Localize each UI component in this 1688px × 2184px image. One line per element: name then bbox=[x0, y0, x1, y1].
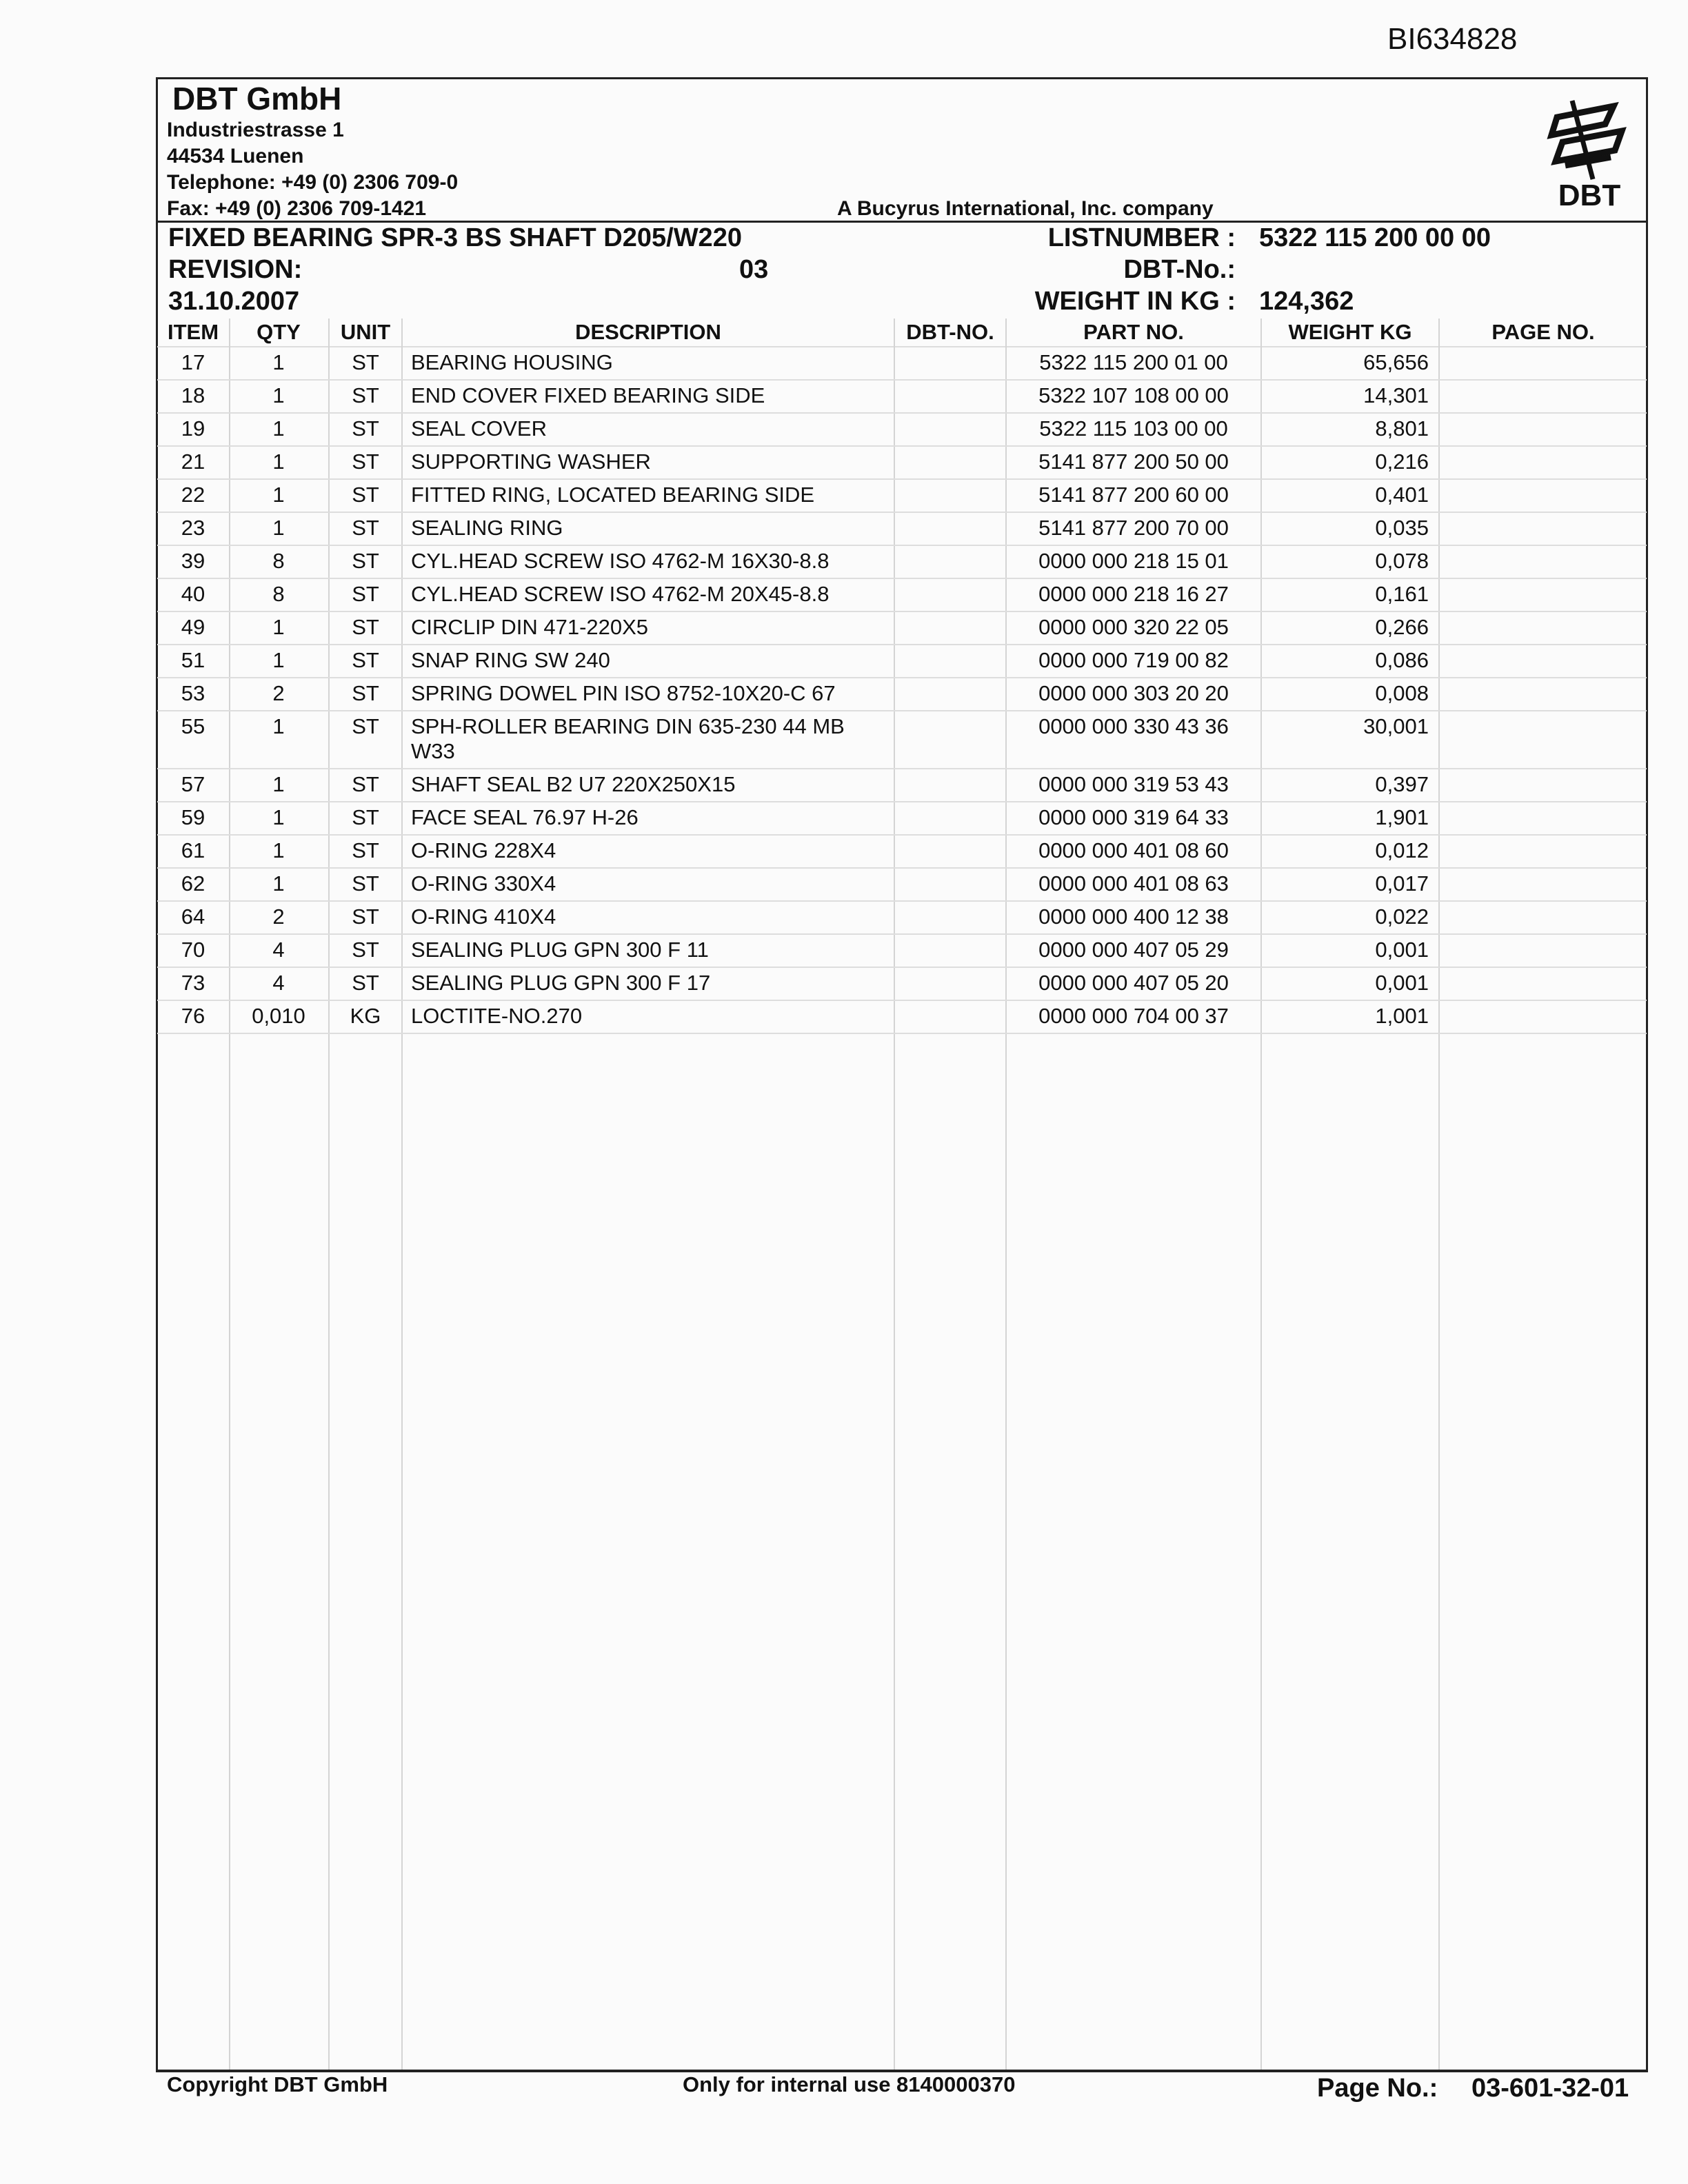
cell-weight: 0,216 bbox=[1375, 449, 1429, 474]
col-description: DESCRIPTION bbox=[575, 320, 721, 344]
address-street: Industriestrasse 1 bbox=[167, 119, 344, 141]
cell-unit: ST bbox=[352, 383, 379, 407]
cell-unit: ST bbox=[352, 449, 379, 474]
row-separator bbox=[157, 445, 1647, 447]
col-weight: WEIGHT KG bbox=[1288, 320, 1412, 344]
cell-part-no: 0000 000 719 00 82 bbox=[1038, 648, 1229, 672]
cell-unit: ST bbox=[352, 648, 379, 672]
row-separator bbox=[157, 967, 1647, 968]
row-separator bbox=[157, 867, 1647, 869]
cell-part-no: 5141 877 200 50 00 bbox=[1038, 449, 1229, 474]
cell-weight: 0,161 bbox=[1375, 582, 1429, 606]
cell-unit: ST bbox=[352, 938, 379, 962]
cell-description: FITTED RING, LOCATED BEARING SIDE bbox=[411, 483, 815, 507]
cell-unit: ST bbox=[352, 772, 379, 796]
cell-qty: 1 bbox=[272, 805, 285, 829]
col-unit: UNIT bbox=[340, 320, 391, 344]
cell-unit: ST bbox=[352, 549, 379, 573]
column-divider bbox=[1438, 318, 1440, 2071]
cell-weight: 0,022 bbox=[1375, 904, 1429, 929]
col-qty: QTY bbox=[257, 320, 301, 344]
cell-description: SUPPORTING WASHER bbox=[411, 449, 651, 474]
dbt-logo bbox=[1545, 97, 1634, 214]
cell-description: SHAFT SEAL B2 U7 220X250X15 bbox=[411, 772, 736, 796]
cell-qty: 8 bbox=[272, 549, 285, 573]
cell-description: SEALING PLUG GPN 300 F 11 bbox=[411, 938, 709, 962]
cell-weight: 0,012 bbox=[1375, 838, 1429, 862]
cell-unit: ST bbox=[352, 871, 379, 896]
row-separator bbox=[157, 412, 1647, 414]
weight-value: 124,362 bbox=[1259, 287, 1354, 316]
cell-part-no: 0000 000 320 22 05 bbox=[1038, 615, 1229, 639]
cell-qty: 2 bbox=[272, 681, 285, 705]
cell-description: SEALING PLUG GPN 300 F 17 bbox=[411, 971, 711, 995]
cell-weight: 0,001 bbox=[1375, 971, 1429, 995]
row-separator bbox=[157, 933, 1647, 935]
row-separator bbox=[157, 801, 1647, 802]
cell-qty: 1 bbox=[272, 772, 285, 796]
cell-item: 22 bbox=[181, 483, 205, 507]
page-number-value: 03-601-32-01 bbox=[1471, 2074, 1629, 2103]
cell-qty: 1 bbox=[272, 516, 285, 540]
cell-part-no: 0000 000 218 16 27 bbox=[1038, 582, 1229, 606]
row-separator bbox=[157, 512, 1647, 513]
cell-qty: 1 bbox=[272, 871, 285, 896]
row-separator bbox=[157, 545, 1647, 546]
cell-weight: 65,656 bbox=[1363, 350, 1429, 374]
cell-item: 17 bbox=[181, 350, 205, 374]
row-separator bbox=[157, 1033, 1647, 1034]
cell-item: 39 bbox=[181, 549, 205, 573]
cell-description: FACE SEAL 76.97 H-26 bbox=[411, 805, 639, 829]
cell-item: 70 bbox=[181, 938, 205, 962]
cell-item: 18 bbox=[181, 383, 205, 407]
cell-part-no: 0000 000 704 00 37 bbox=[1038, 1004, 1229, 1028]
cell-item: 73 bbox=[181, 971, 205, 995]
cell-part-no: 0000 000 319 64 33 bbox=[1038, 805, 1229, 829]
cell-item: 57 bbox=[181, 772, 205, 796]
page-number-label: Page No.: bbox=[1317, 2074, 1438, 2103]
row-separator bbox=[157, 1000, 1647, 1001]
cell-item: 55 bbox=[181, 714, 205, 738]
page-frame bbox=[156, 77, 1648, 2072]
cell-part-no: 0000 000 407 05 20 bbox=[1038, 971, 1229, 995]
cell-weight: 0,266 bbox=[1375, 615, 1429, 639]
column-divider bbox=[894, 318, 895, 2071]
cell-description-continued: W33 bbox=[411, 739, 455, 763]
cell-description: SEALING RING bbox=[411, 516, 563, 540]
cell-weight: 0,017 bbox=[1375, 871, 1429, 896]
cell-weight: 0,008 bbox=[1375, 681, 1429, 705]
cell-unit: ST bbox=[352, 615, 379, 639]
cell-part-no: 5322 115 103 00 00 bbox=[1039, 416, 1228, 441]
cell-qty: 4 bbox=[272, 971, 285, 995]
cell-item: 53 bbox=[181, 681, 205, 705]
cell-qty: 1 bbox=[272, 615, 285, 639]
cell-description: O-RING 330X4 bbox=[411, 871, 556, 896]
row-separator bbox=[157, 478, 1647, 480]
cell-unit: ST bbox=[352, 416, 379, 441]
cell-description: SPRING DOWEL PIN ISO 8752-10X20-C 67 bbox=[411, 681, 836, 705]
cell-unit: ST bbox=[352, 681, 379, 705]
cell-description: CYL.HEAD SCREW ISO 4762-M 16X30-8.8 bbox=[411, 549, 830, 573]
revision-value: 03 bbox=[739, 255, 769, 284]
cell-unit: ST bbox=[352, 483, 379, 507]
listnumber-label: LISTNUMBER : bbox=[1047, 223, 1236, 252]
dbt-logo-icon bbox=[1545, 97, 1634, 214]
cell-part-no: 0000 000 218 15 01 bbox=[1038, 549, 1229, 573]
cell-weight: 0,086 bbox=[1375, 648, 1429, 672]
cell-weight: 1,001 bbox=[1375, 1004, 1429, 1028]
cell-weight: 8,801 bbox=[1375, 416, 1429, 441]
cell-unit: ST bbox=[352, 971, 379, 995]
cell-unit: ST bbox=[352, 805, 379, 829]
cell-item: 49 bbox=[181, 615, 205, 639]
cell-part-no: 5322 107 108 00 00 bbox=[1038, 383, 1229, 407]
cell-description: SNAP RING SW 240 bbox=[411, 648, 610, 672]
cell-part-no: 5322 115 200 01 00 bbox=[1039, 350, 1228, 374]
cell-weight: 14,301 bbox=[1363, 383, 1429, 407]
cell-description: CYL.HEAD SCREW ISO 4762-M 20X45-8.8 bbox=[411, 582, 830, 606]
cell-weight: 30,001 bbox=[1363, 714, 1429, 738]
row-separator bbox=[157, 834, 1647, 836]
document-id: BI634828 bbox=[1387, 22, 1518, 56]
cell-qty: 1 bbox=[272, 350, 285, 374]
col-part-no: PART NO. bbox=[1083, 320, 1184, 344]
cell-item: 40 bbox=[181, 582, 205, 606]
header-divider bbox=[157, 221, 1647, 223]
cell-weight: 0,078 bbox=[1375, 549, 1429, 573]
cell-description: BEARING HOUSING bbox=[411, 350, 613, 374]
internal-use-note: Only for internal use 8140000370 bbox=[683, 2072, 1016, 2096]
listnumber-value: 5322 115 200 00 00 bbox=[1259, 223, 1491, 252]
row-separator bbox=[157, 677, 1647, 678]
cell-description: CIRCLIP DIN 471-220X5 bbox=[411, 615, 649, 639]
column-divider bbox=[401, 318, 403, 2071]
row-separator bbox=[157, 768, 1647, 769]
row-separator bbox=[157, 578, 1647, 579]
row-separator bbox=[157, 644, 1647, 645]
row-separator bbox=[157, 710, 1647, 711]
list-title: FIXED BEARING SPR-3 BS SHAFT D205/W220 bbox=[168, 223, 742, 252]
cell-item: 19 bbox=[181, 416, 205, 441]
cell-part-no: 0000 000 401 08 60 bbox=[1038, 838, 1229, 862]
cell-description: SEAL COVER bbox=[411, 416, 547, 441]
cell-part-no: 5141 877 200 60 00 bbox=[1038, 483, 1229, 507]
row-separator bbox=[157, 611, 1647, 612]
cell-part-no: 0000 000 407 05 29 bbox=[1038, 938, 1229, 962]
cell-qty: 1 bbox=[272, 648, 285, 672]
cell-weight: 0,001 bbox=[1375, 938, 1429, 962]
col-page-no: PAGE NO. bbox=[1491, 320, 1595, 344]
cell-part-no: 0000 000 319 53 43 bbox=[1038, 772, 1229, 796]
cell-weight: 0,035 bbox=[1375, 516, 1429, 540]
address-telephone: Telephone: +49 (0) 2306 709-0 bbox=[167, 171, 459, 194]
cell-description: O-RING 228X4 bbox=[411, 838, 556, 862]
cell-unit: ST bbox=[352, 516, 379, 540]
header-row-separator bbox=[157, 346, 1647, 347]
cell-description: END COVER FIXED BEARING SIDE bbox=[411, 383, 765, 407]
cell-unit: ST bbox=[352, 904, 379, 929]
cell-weight: 0,397 bbox=[1375, 772, 1429, 796]
list-date: 31.10.2007 bbox=[168, 287, 300, 316]
row-separator bbox=[157, 379, 1647, 381]
cell-qty: 2 bbox=[272, 904, 285, 929]
address-fax: Fax: +49 (0) 2306 709-1421 bbox=[167, 197, 427, 220]
cell-qty: 1 bbox=[272, 383, 285, 407]
cell-item: 51 bbox=[181, 648, 205, 672]
cell-item: 59 bbox=[181, 805, 205, 829]
cell-weight: 0,401 bbox=[1375, 483, 1429, 507]
cell-item: 76 bbox=[181, 1004, 205, 1028]
cell-qty: 1 bbox=[272, 449, 285, 474]
cell-item: 64 bbox=[181, 904, 205, 929]
weight-label: WEIGHT IN KG : bbox=[1034, 287, 1236, 316]
cell-qty: 8 bbox=[272, 582, 285, 606]
cell-part-no: 0000 000 400 12 38 bbox=[1038, 904, 1229, 929]
cell-qty: 4 bbox=[272, 938, 285, 962]
cell-part-no: 0000 000 330 43 36 bbox=[1038, 714, 1229, 738]
cell-description: SPH-ROLLER BEARING DIN 635-230 44 MB bbox=[411, 714, 845, 738]
cell-qty: 1 bbox=[272, 416, 285, 441]
cell-unit: ST bbox=[352, 582, 379, 606]
cell-part-no: 0000 000 401 08 63 bbox=[1038, 871, 1229, 896]
cell-unit: KG bbox=[350, 1004, 381, 1028]
dbt-no-label: DBT-No.: bbox=[1123, 255, 1236, 284]
footer-divider bbox=[157, 2070, 1647, 2072]
cell-unit: ST bbox=[352, 714, 379, 738]
cell-unit: ST bbox=[352, 350, 379, 374]
cell-qty: 1 bbox=[272, 483, 285, 507]
row-separator bbox=[157, 900, 1647, 902]
address-city: 44534 Luenen bbox=[167, 145, 304, 168]
cell-description: O-RING 410X4 bbox=[411, 904, 556, 929]
company-name: DBT GmbH bbox=[172, 81, 342, 117]
parent-company: A Bucyrus International, Inc. company bbox=[837, 197, 1214, 220]
cell-description: LOCTITE-NO.270 bbox=[411, 1004, 583, 1028]
cell-item: 21 bbox=[181, 449, 205, 474]
col-item: ITEM bbox=[167, 320, 219, 344]
cell-qty: 1 bbox=[272, 838, 285, 862]
svg-text:DBT: DBT bbox=[1558, 179, 1621, 212]
cell-item: 23 bbox=[181, 516, 205, 540]
cell-item: 61 bbox=[181, 838, 205, 862]
cell-qty: 1 bbox=[272, 714, 285, 738]
cell-item: 62 bbox=[181, 871, 205, 896]
cell-qty: 0,010 bbox=[252, 1004, 305, 1028]
copyright: Copyright DBT GmbH bbox=[167, 2072, 388, 2096]
cell-unit: ST bbox=[352, 838, 379, 862]
revision-label: REVISION: bbox=[168, 255, 303, 284]
cell-part-no: 5141 877 200 70 00 bbox=[1038, 516, 1229, 540]
cell-part-no: 0000 000 303 20 20 bbox=[1038, 681, 1229, 705]
col-dbt-no: DBT-NO. bbox=[906, 320, 994, 344]
cell-weight: 1,901 bbox=[1375, 805, 1429, 829]
